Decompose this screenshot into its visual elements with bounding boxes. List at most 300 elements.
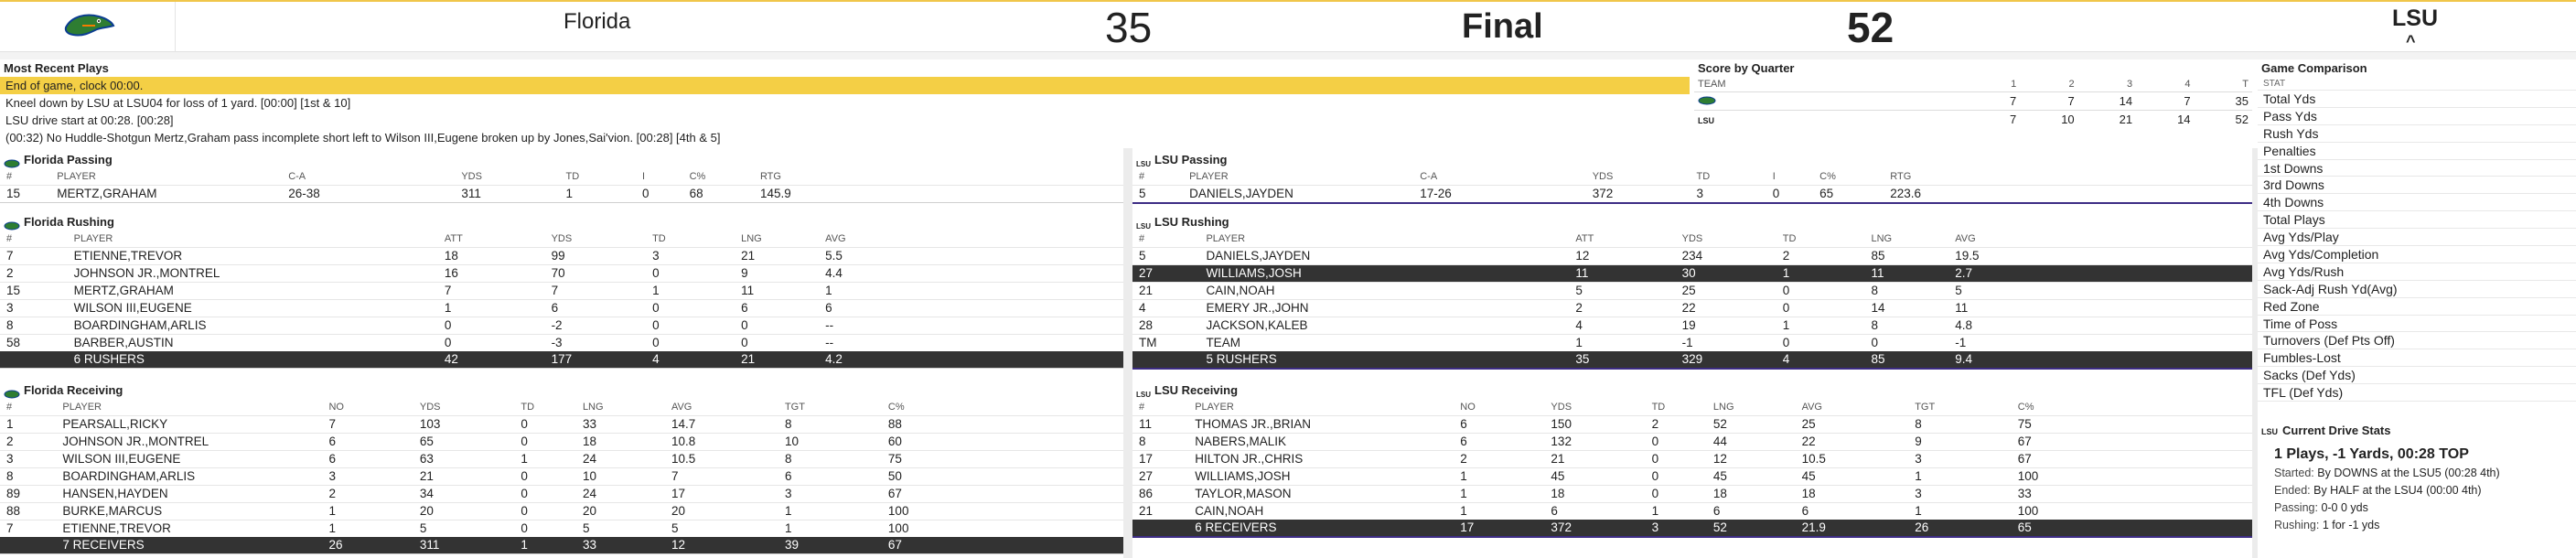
- column-header[interactable]: TD: [521, 402, 535, 413]
- column-gutter-right: [2252, 148, 2258, 558]
- total-cell: 39: [778, 537, 882, 553]
- stat-cell: 88: [6, 504, 21, 518]
- stat-cell: 132: [1551, 435, 1572, 448]
- total-cell: 311: [413, 537, 515, 553]
- table-row[interactable]: [1132, 186, 2252, 203]
- column-header[interactable]: C%: [1819, 171, 1836, 182]
- comparison-stat: Penalties: [2258, 143, 2576, 160]
- quarter-table: [1694, 77, 2252, 128]
- stat-cell: 58: [6, 336, 21, 349]
- lsu-passing-panel: [1132, 152, 2252, 204]
- table-row[interactable]: [1132, 265, 2252, 283]
- total-cell: [0, 351, 68, 368]
- table-row[interactable]: [0, 434, 1123, 451]
- total-cell: 21.9: [1796, 520, 1909, 536]
- stat-cell: 0: [521, 521, 528, 535]
- stat-cell: 10.5: [671, 452, 696, 466]
- player-name[interactable]: WILLIAMS,JOSH: [1195, 469, 1291, 483]
- player-name[interactable]: CAIN,NOAH: [1206, 284, 1275, 297]
- stat-cell: 0: [521, 417, 528, 431]
- column-header[interactable]: PLAYER: [1195, 402, 1234, 413]
- stat-cell: 17-26: [1420, 187, 1452, 200]
- lsu-receiving-title: [1132, 382, 2252, 399]
- stat-cell: 28: [1139, 318, 1154, 332]
- stat-cell: 223.6: [1890, 187, 1922, 200]
- column-header[interactable]: AVG: [825, 233, 846, 244]
- stat-cell: 2: [328, 487, 336, 500]
- stat-cell: --: [825, 336, 834, 349]
- drive-line-value: By HALF at the LSU4 (00:00 4th): [2313, 484, 2482, 497]
- stat-cell: 1: [1460, 504, 1467, 518]
- stat-cell: 65: [419, 435, 434, 448]
- stat-cell: 0: [1651, 452, 1659, 466]
- lsu-mini-logo: LSU: [1136, 390, 1151, 399]
- stat-cell: 1: [1460, 487, 1467, 500]
- total-cell: 9.4: [1948, 351, 2252, 368]
- player-name[interactable]: HILTON JR.,CHRIS: [1195, 452, 1304, 466]
- stat-cell: 14: [1871, 301, 1885, 315]
- table-row[interactable]: [0, 300, 1123, 317]
- stat-cell: 5.5: [825, 249, 843, 263]
- drive-line-label: Started:: [2274, 467, 2314, 479]
- florida-mini-logo: [1698, 94, 1716, 108]
- stat-cell: 1: [521, 452, 528, 466]
- column-header[interactable]: YDS: [551, 233, 573, 244]
- stat-cell: 67: [2017, 435, 2032, 448]
- drive-summary: 1 Plays, -1 Yards, 00:28 TOP: [2274, 446, 2469, 462]
- quarter-score: 10: [2061, 112, 2075, 126]
- stat-cell: TM: [1139, 336, 1157, 349]
- stat-cell: 2: [1782, 249, 1790, 263]
- total-cell: 6 RECEIVERS: [1188, 520, 1454, 536]
- home-score: 35: [1105, 4, 1153, 51]
- stat-cell: 6: [741, 301, 748, 315]
- stat-cell: 1: [1460, 469, 1467, 483]
- player-name[interactable]: TAYLOR,MASON: [1195, 487, 1292, 500]
- column-header[interactable]: PLAYER: [62, 402, 102, 413]
- stat-cell: 15: [6, 284, 21, 297]
- drive-stats-title: Current Drive Stats: [2282, 424, 2391, 437]
- table-row[interactable]: [0, 451, 1123, 468]
- stat-cell: 3: [1915, 452, 1922, 466]
- column-header[interactable]: I: [1772, 171, 1776, 182]
- table-row[interactable]: [0, 486, 1123, 503]
- comparison-stat: Rush Yds: [2258, 125, 2576, 143]
- column-header[interactable]: NO: [1460, 402, 1476, 413]
- stat-cell: 33: [2017, 487, 2032, 500]
- section-divider: [1132, 536, 2252, 538]
- total-cell: 5 RUSHERS: [1199, 351, 1569, 368]
- stat-cell: 21: [1551, 452, 1565, 466]
- stat-cell: 7: [671, 469, 679, 483]
- game-comparison-title: Game Comparison: [2261, 61, 2367, 75]
- stat-cell: -1: [1681, 336, 1693, 349]
- table-row[interactable]: [1132, 451, 2252, 468]
- play-item: (00:32) No Huddle-Shotgun Mertz,Graham pass incomplete short left to Wilson III,Eugene broken up by Jones,Sai'vion. [00:28] [4th & 5]: [5, 131, 721, 145]
- stat-cell: 18: [444, 249, 458, 263]
- column-header[interactable]: LNG: [741, 233, 762, 244]
- stat-cell: 67: [887, 487, 902, 500]
- column-header[interactable]: C%: [887, 402, 905, 413]
- lsu-mini-logo: LSU: [1136, 159, 1151, 168]
- player-name[interactable]: JOHNSON JR.,MONTREL: [62, 435, 209, 448]
- stat-cell: 103: [419, 417, 441, 431]
- table-header-row: [0, 399, 1123, 416]
- column-header[interactable]: LNG: [1712, 402, 1734, 413]
- play-item: LSU drive start at 00:28. [00:28]: [5, 113, 174, 127]
- stat-cell: 8: [1871, 318, 1878, 332]
- stat-cell: 11: [1955, 301, 1969, 315]
- table-row[interactable]: [1132, 317, 2252, 335]
- comparison-header: STAT: [2258, 77, 2576, 91]
- player-name[interactable]: WILSON III,EUGENE: [62, 452, 181, 466]
- column-header[interactable]: TD: [1696, 171, 1711, 182]
- column-header[interactable]: YDS: [419, 402, 441, 413]
- column-header[interactable]: #: [1139, 233, 1145, 244]
- stat-cell: 45: [1801, 469, 1816, 483]
- stat-cell: 1: [444, 301, 452, 315]
- column-header[interactable]: TGT: [784, 402, 805, 413]
- player-name[interactable]: CAIN,NOAH: [1195, 504, 1264, 518]
- stat-cell: 22: [1801, 435, 1816, 448]
- column-header[interactable]: C%: [689, 171, 706, 182]
- table-row[interactable]: [1132, 283, 2252, 300]
- column-header[interactable]: RTG: [1890, 171, 1912, 182]
- drive-stats-header: [2258, 423, 2576, 439]
- table-row[interactable]: [1132, 248, 2252, 265]
- stat-cell: 0: [1651, 469, 1659, 483]
- panel-title-text: LSU Passing: [1154, 153, 1228, 166]
- player-name[interactable]: TEAM: [1206, 336, 1240, 349]
- stat-cell: 6: [328, 435, 336, 448]
- stat-cell: 7: [6, 249, 14, 263]
- column-header[interactable]: TD: [565, 171, 580, 182]
- column-header[interactable]: ATT: [1575, 233, 1594, 244]
- panel-title-text: Florida Passing: [24, 153, 113, 166]
- column-header[interactable]: #: [6, 171, 13, 182]
- drive-line: [2274, 517, 2576, 534]
- column-header[interactable]: TGT: [1915, 402, 1936, 413]
- stat-cell: 24: [582, 487, 596, 500]
- stat-cell: 1: [565, 187, 574, 200]
- away-team-logo[interactable]: LSU: [2392, 5, 2438, 31]
- column-header[interactable]: AVG: [1955, 233, 1976, 244]
- stat-cell: 5: [582, 521, 590, 535]
- column-header[interactable]: PLAYER: [1206, 233, 1246, 244]
- stat-cell: 25: [1801, 417, 1816, 431]
- stat-cell: 11: [1139, 417, 1153, 431]
- stat-cell: 0: [1651, 435, 1659, 448]
- player-name[interactable]: BARBER,AUSTIN: [73, 336, 174, 349]
- stat-cell: 5: [419, 521, 427, 535]
- fla-passing-title: [0, 152, 1123, 168]
- stat-cell: 8: [1871, 284, 1878, 297]
- stat-cell: 311: [461, 187, 481, 200]
- stat-cell: 11: [741, 284, 755, 297]
- lsu-passing-table: [1132, 168, 2252, 202]
- table-row[interactable]: [0, 468, 1123, 486]
- stat-cell: 34: [419, 487, 434, 500]
- player-name[interactable]: HANSEN,HAYDEN: [62, 487, 168, 500]
- player-name[interactable]: JOHNSON JR.,MONTREL: [73, 266, 220, 280]
- recent-plays-title: Most Recent Plays: [4, 61, 109, 75]
- stat-cell: 85: [1871, 249, 1885, 263]
- drive-line-value: 1 for -1 yds: [2322, 519, 2380, 531]
- stat-cell: 14.7: [671, 417, 696, 431]
- column-header[interactable]: AVG: [671, 402, 692, 413]
- florida-logo-box: [0, 2, 176, 52]
- section-divider: [0, 553, 1123, 554]
- column-header[interactable]: ATT: [444, 233, 463, 244]
- stat-cell: 27: [1132, 265, 1199, 283]
- player-name[interactable]: WILLIAMS,JOSH: [1199, 265, 1569, 283]
- column-header[interactable]: I: [642, 171, 646, 182]
- florida-gator-logo: [62, 9, 115, 42]
- stat-cell: 1: [6, 417, 14, 431]
- column-header[interactable]: #: [1139, 402, 1145, 413]
- drive-line: [2274, 482, 2576, 499]
- table-row[interactable]: [0, 265, 1123, 283]
- column-header[interactable]: NO: [328, 402, 344, 413]
- total-cell: 21: [735, 351, 819, 368]
- stat-cell: 8: [784, 452, 792, 466]
- section-divider: [0, 202, 1123, 203]
- game-comparison-panel: [2258, 60, 2576, 417]
- stat-cell: 3: [1696, 187, 1704, 200]
- stat-cell: 21: [1139, 504, 1154, 518]
- player-name[interactable]: DANIELS,JAYDEN: [1189, 187, 1293, 200]
- section-divider: [0, 368, 1123, 369]
- stat-cell: 20: [582, 504, 596, 518]
- expand-caret-icon[interactable]: ^: [2406, 32, 2416, 50]
- stat-cell: 20: [419, 504, 434, 518]
- play-item: Kneel down by LSU at LSU04 for loss of 1 yard. [00:00] [1st & 10]: [5, 96, 351, 110]
- stat-cell: 20: [671, 504, 685, 518]
- column-header[interactable]: TD: [1651, 402, 1666, 413]
- comparison-stat: Avg Yds/Play: [2258, 229, 2576, 246]
- stat-cell: 3: [6, 452, 14, 466]
- table-row[interactable]: [1132, 300, 2252, 317]
- total-cell: 4.2: [819, 351, 1123, 368]
- quarter-header: 4: [2184, 78, 2191, 90]
- lsu-mini-logo: LSU: [2261, 427, 2278, 436]
- table-row[interactable]: [1132, 434, 2252, 451]
- player-name[interactable]: ETIENNE,TREVOR: [62, 521, 171, 535]
- table-row[interactable]: [1132, 416, 2252, 434]
- stat-cell: 18: [1712, 487, 1727, 500]
- comparison-stat: Avg Yds/Rush: [2258, 263, 2576, 281]
- stat-cell: 12: [1712, 452, 1727, 466]
- stat-cell: 25: [1681, 284, 1696, 297]
- stat-cell: 21: [419, 469, 434, 483]
- total-cell: 26: [1908, 520, 2012, 536]
- column-header[interactable]: PLAYER: [1189, 171, 1229, 182]
- score-by-quarter-title: Score by Quarter: [1698, 61, 1795, 75]
- stat-cell: 0: [1871, 336, 1878, 349]
- stat-cell: 3: [1915, 487, 1922, 500]
- stat-cell: 15: [6, 187, 21, 200]
- total-cell: 35: [1569, 351, 1675, 368]
- column-header[interactable]: YDS: [1551, 402, 1572, 413]
- player-name[interactable]: MERTZ,GRAHAM: [57, 187, 157, 200]
- stat-cell: 4.8: [1955, 318, 1973, 332]
- drive-line-label: Ended:: [2274, 484, 2311, 497]
- total-cell: 7 RECEIVERS: [56, 537, 322, 553]
- stat-cell: 1: [1915, 504, 1922, 518]
- quarter-score: 7: [2010, 93, 2017, 108]
- player-name[interactable]: JACKSON,KALEB: [1206, 318, 1308, 332]
- quarter-score: 7: [2010, 112, 2017, 126]
- comparison-stat: Sacks (Def Yds): [2258, 367, 2576, 384]
- column-header[interactable]: RTG: [759, 171, 781, 182]
- stat-cell: 3: [652, 249, 660, 263]
- stat-cell: 2: [6, 435, 14, 448]
- stat-cell: 18: [1801, 487, 1816, 500]
- player-name[interactable]: BOARDINGHAM,ARLIS: [73, 318, 207, 332]
- table-row[interactable]: [1132, 468, 2252, 486]
- stat-cell: 18: [582, 435, 596, 448]
- table-row[interactable]: [0, 520, 1123, 538]
- stat-cell: 1: [1575, 336, 1583, 349]
- column-header[interactable]: #: [1139, 171, 1145, 182]
- stat-cell: 52: [1712, 417, 1727, 431]
- total-cell: 85: [1864, 351, 1948, 368]
- stat-cell: 2: [1651, 417, 1659, 431]
- total-row: [1132, 520, 2252, 536]
- stat-cell: 8: [6, 318, 14, 332]
- quarter-row: [1694, 91, 2252, 110]
- stat-cell: 1: [328, 521, 336, 535]
- table-row[interactable]: [1132, 503, 2252, 520]
- player-name[interactable]: EMERY JR.,JOHN: [1206, 301, 1309, 315]
- stat-cell: 5: [671, 521, 679, 535]
- stat-cell: 10: [784, 435, 799, 448]
- florida-mini-logo: [4, 219, 20, 228]
- stat-cell: -3: [551, 336, 563, 349]
- player-name[interactable]: DANIELS,JAYDEN: [1206, 249, 1311, 263]
- stat-cell: 6: [825, 301, 832, 315]
- quarter-score: 14: [2119, 93, 2133, 108]
- player-name[interactable]: BURKE,MARCUS: [62, 504, 163, 518]
- column-header[interactable]: #: [6, 402, 13, 413]
- table-row[interactable]: [0, 416, 1123, 434]
- table-row[interactable]: [1132, 335, 2252, 352]
- player-name[interactable]: PEARSALL,RICKY: [62, 417, 168, 431]
- column-header[interactable]: PLAYER: [73, 233, 113, 244]
- column-header[interactable]: TD: [1782, 233, 1797, 244]
- stat-cell: 0: [1782, 301, 1790, 315]
- table-row[interactable]: [0, 248, 1123, 265]
- stat-cell: 0: [521, 504, 528, 518]
- comparison-stat: Time of Poss: [2258, 316, 2576, 333]
- column-header[interactable]: PLAYER: [57, 171, 96, 182]
- stat-cell: 18: [1551, 487, 1565, 500]
- fla-rushing-title: [0, 214, 1123, 231]
- table-row[interactable]: [0, 503, 1123, 520]
- table-row[interactable]: [1132, 486, 2252, 503]
- column-header[interactable]: YDS: [461, 171, 482, 182]
- total-cell: [1132, 520, 1188, 536]
- player-name[interactable]: WILSON III,EUGENE: [73, 301, 192, 315]
- stat-cell: 21: [741, 249, 756, 263]
- stat-cell: -1: [1955, 336, 1967, 349]
- column-header[interactable]: LNG: [1871, 233, 1893, 244]
- stat-cell: 6: [1460, 417, 1467, 431]
- stat-cell: 10.8: [671, 435, 696, 448]
- header-divider: [0, 52, 2576, 59]
- stat-cell: 4.4: [825, 266, 843, 280]
- comparison-stat: TFL (Def Yds): [2258, 384, 2576, 402]
- comparison-stat: Turnovers (Def Pts Off): [2258, 332, 2576, 349]
- column-header[interactable]: AVG: [1801, 402, 1822, 413]
- stat-cell: 0: [444, 336, 452, 349]
- player-name[interactable]: BOARDINGHAM,ARLIS: [62, 469, 196, 483]
- quarter-score: 7: [2067, 93, 2075, 108]
- total-cell: 65: [2012, 520, 2252, 536]
- stat-cell: 19.5: [1955, 249, 1980, 263]
- column-header[interactable]: C-A: [1420, 171, 1438, 182]
- column-header[interactable]: C%: [2017, 402, 2034, 413]
- stat-cell: 234: [1681, 249, 1703, 263]
- player-name[interactable]: ETIENNE,TREVOR: [73, 249, 183, 263]
- stat-cell: 6: [551, 301, 559, 315]
- player-name[interactable]: NABERS,MALIK: [1195, 435, 1286, 448]
- stat-cell: 7: [328, 417, 336, 431]
- comparison-stat: 1st Downs: [2258, 160, 2576, 177]
- quarter-score: 35: [2235, 93, 2249, 108]
- stat-cell: 0: [1772, 187, 1780, 200]
- column-header[interactable]: YDS: [1681, 233, 1703, 244]
- player-name[interactable]: MERTZ,GRAHAM: [73, 284, 174, 297]
- stat-cell: 150: [1551, 417, 1572, 431]
- stat-cell: 2.7: [1948, 265, 2252, 283]
- total-cell: 372: [1544, 520, 1645, 536]
- stat-cell: 0: [521, 487, 528, 500]
- lsu-rushing-title: [1132, 214, 2252, 231]
- column-header[interactable]: #: [6, 233, 13, 244]
- table-header-row: [1132, 168, 2252, 186]
- quarter-team-logo: [1694, 110, 1962, 128]
- total-cell: 329: [1676, 351, 1776, 368]
- stat-cell: 17: [671, 487, 685, 500]
- quarter-header: 1: [2011, 78, 2017, 90]
- comparison-stat: Total Yds: [2258, 91, 2576, 108]
- florida-rushing-panel: [0, 214, 1123, 369]
- table-row[interactable]: [0, 283, 1123, 300]
- stat-cell: 9: [741, 266, 748, 280]
- table-row[interactable]: [0, 317, 1123, 335]
- player-name[interactable]: THOMAS JR.,BRIAN: [1195, 417, 1311, 431]
- stat-cell: 0: [444, 318, 452, 332]
- stat-cell: 2: [1575, 301, 1583, 315]
- section-divider: [1132, 368, 2252, 370]
- stat-cell: 6: [328, 452, 336, 466]
- lsu-mini-logo: LSU: [1136, 221, 1151, 231]
- comparison-stat: Red Zone: [2258, 298, 2576, 316]
- total-cell: 52: [1707, 520, 1796, 536]
- table-row[interactable]: [0, 186, 1123, 203]
- column-header[interactable]: LNG: [582, 402, 604, 413]
- column-header[interactable]: TD: [652, 233, 666, 244]
- stat-cell: 7: [551, 284, 559, 297]
- stat-cell: 44: [1712, 435, 1727, 448]
- panel-title-text: Florida Receiving: [24, 383, 123, 397]
- stat-cell: 0: [741, 336, 748, 349]
- column-header[interactable]: YDS: [1592, 171, 1614, 182]
- column-header[interactable]: C-A: [288, 171, 306, 182]
- stat-cell: 70: [551, 266, 565, 280]
- table-row[interactable]: [0, 335, 1123, 352]
